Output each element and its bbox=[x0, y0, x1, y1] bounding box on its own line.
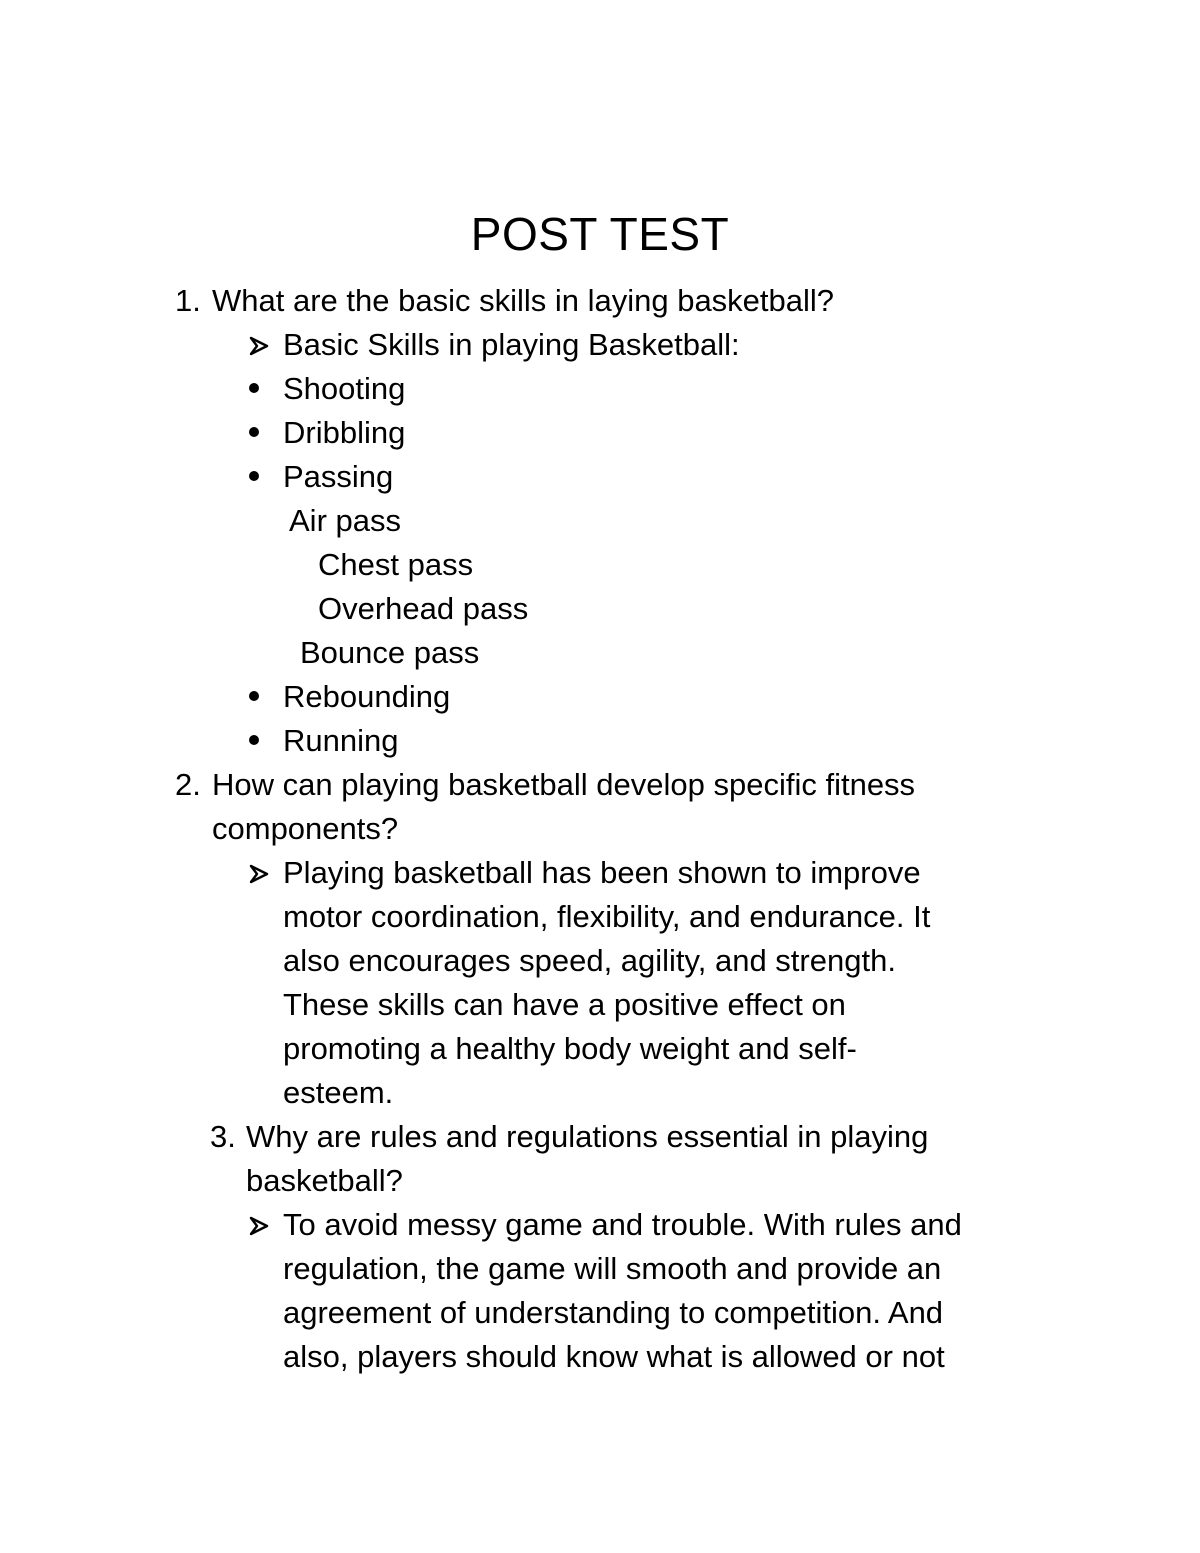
question-3-number: 3. bbox=[210, 1119, 236, 1154]
answer-3-line: To avoid messy game and trouble. With rules and bbox=[283, 1207, 962, 1242]
bullet-icon bbox=[249, 691, 259, 701]
bullet-icon bbox=[249, 471, 259, 481]
skill-item: Shooting bbox=[283, 371, 406, 406]
answer-2-line: motor coordination, flexibility, and endurance. It bbox=[283, 899, 931, 934]
question-2-text-line: components? bbox=[212, 811, 399, 846]
arrow-bullet-icon bbox=[248, 335, 270, 357]
pass-type-overhead: Overhead pass bbox=[318, 591, 529, 626]
bullet-icon bbox=[249, 427, 259, 437]
answer-2-line: Playing basketball has been shown to improve bbox=[283, 855, 921, 890]
answer-1-subheading: Basic Skills in playing Basketball: bbox=[283, 327, 740, 362]
bullet-icon bbox=[249, 383, 259, 393]
skill-item: Dribbling bbox=[283, 415, 406, 450]
question-3-text-line: basketball? bbox=[246, 1163, 403, 1198]
arrow-bullet-icon bbox=[248, 863, 270, 885]
pass-type-air: Air pass bbox=[289, 503, 401, 538]
answer-2-line: also encourages speed, agility, and strength. bbox=[283, 943, 896, 978]
skill-item: Running bbox=[283, 723, 399, 758]
question-1-text: What are the basic skills in laying basketball? bbox=[212, 283, 835, 318]
answer-2-line: promoting a healthy body weight and self- bbox=[283, 1031, 857, 1066]
page-title: POST TEST bbox=[470, 208, 730, 260]
question-3-text-line: Why are rules and regulations essential in playing bbox=[246, 1119, 929, 1154]
answer-3-line: agreement of understanding to competition. And bbox=[283, 1295, 944, 1330]
skill-item: Rebounding bbox=[283, 679, 451, 714]
answer-2-line: esteem. bbox=[283, 1075, 394, 1110]
question-1-number: 1. bbox=[175, 283, 201, 318]
question-2-text-line: How can playing basketball develop specific fitness bbox=[212, 767, 916, 802]
answer-3-line: regulation, the game will smooth and provide an bbox=[283, 1251, 942, 1286]
answer-3-line: also, players should know what is allowed or not bbox=[283, 1339, 945, 1374]
skill-item: Passing bbox=[283, 459, 394, 494]
bullet-icon bbox=[249, 735, 259, 745]
arrow-bullet-icon bbox=[248, 1215, 270, 1237]
pass-type-chest: Chest pass bbox=[318, 547, 474, 582]
answer-2-line: These skills can have a positive effect on bbox=[283, 987, 846, 1022]
pass-type-bounce: Bounce pass bbox=[300, 635, 480, 670]
question-2-number: 2. bbox=[175, 767, 201, 802]
